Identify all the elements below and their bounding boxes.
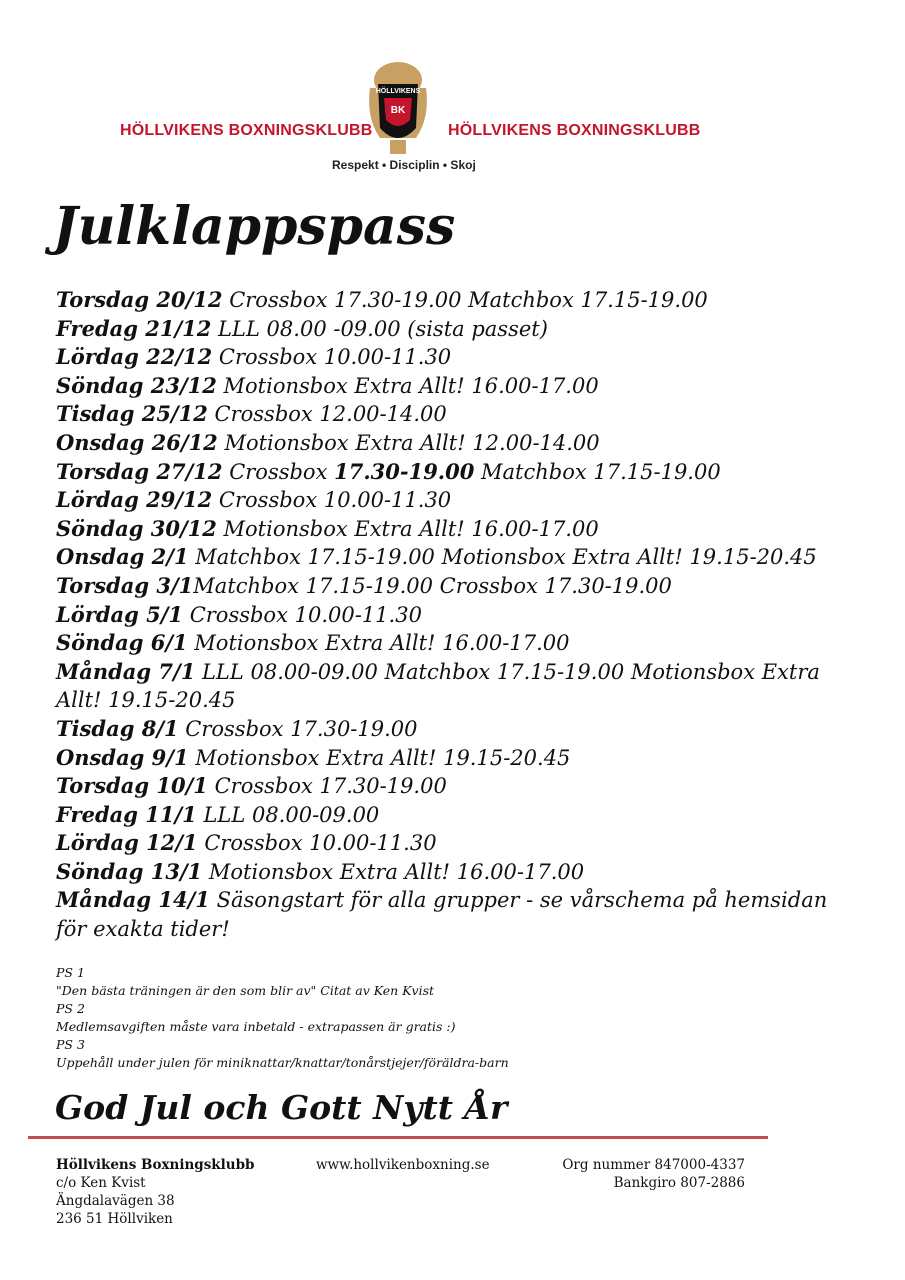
- schedule-activities: Crossbox 10.00-11.30: [212, 345, 452, 370]
- schedule-activities: Matchbox 17.15-19.00 Motionsbox Extra Allt! 19.15-20.45: [188, 545, 817, 570]
- schedule-activities: Crossbox 10.00-11.30: [212, 488, 452, 513]
- footer-address-line: c/o Ken Kvist: [56, 1175, 146, 1191]
- schedule-day: Söndag 13/1: [56, 858, 203, 884]
- schedule-item: [56, 315, 856, 344]
- footer-address: [56, 1156, 255, 1228]
- ps3-label: PS 3: [56, 1037, 85, 1052]
- footer-registration: [526, 1156, 745, 1192]
- club-name-left: HÖLLVIKENS BOXNINGSKLUBB: [120, 122, 373, 139]
- ps2-text: Medlemsavgiften måste vara inbetald - extrapassen är gratis :): [56, 1019, 456, 1034]
- schedule-day: Lördag 22/12: [56, 344, 213, 370]
- schedule-day: Fredag 21/12: [56, 315, 212, 341]
- schedule-item: [56, 343, 856, 372]
- schedule-item: [56, 886, 856, 943]
- schedule-day: Tisdag 8/1: [56, 715, 179, 741]
- schedule-item: [56, 458, 856, 487]
- schedule-day: Lördag 5/1: [56, 601, 184, 627]
- schedule-day: Söndag 6/1: [56, 630, 188, 656]
- logo-badge: BK: [390, 105, 406, 116]
- schedule-activities: Crossbox 10.00-11.30: [183, 602, 422, 627]
- schedule-day: Onsdag 9/1: [56, 744, 189, 770]
- footer-divider: [28, 1136, 768, 1139]
- schedule-activities: LLL 08.00-09.00: [196, 802, 380, 827]
- schedule-day: Tisdag 25/12: [56, 401, 208, 427]
- schedule-day: Lördag 29/12: [56, 487, 213, 513]
- schedule-item: [56, 829, 856, 858]
- schedule-activities: Crossbox 12.00-14.00: [207, 402, 447, 427]
- schedule-day: Söndag 23/12: [56, 372, 217, 398]
- schedule-item: [56, 572, 856, 601]
- schedule-item: [56, 400, 856, 429]
- letterhead: [0, 0, 905, 180]
- schedule-activities: Crossbox 17.30-19.00: [178, 716, 418, 741]
- schedule-day: Onsdag 2/1: [56, 544, 189, 570]
- ps-notes: [56, 964, 509, 1072]
- footer-address-line: Ängdalavägen 38: [56, 1193, 175, 1209]
- schedule-activities: Säsongstart för alla grupper - se vårschema på hemsidan för exakta tider!: [56, 888, 828, 942]
- schedule-activities: Crossbox 10.00-11.30: [197, 831, 437, 856]
- schedule-item: [56, 286, 856, 315]
- footer-address-line: 236 51 Höllviken: [56, 1211, 173, 1227]
- ps1-text: "Den bästa träningen är den som blir av" Citat av Ken Kvist: [56, 983, 435, 998]
- logo-text-top: HÖLLVIKENS: [375, 88, 421, 95]
- page-title: Julklappspass: [53, 196, 456, 257]
- schedule-activities: Motionsbox Extra Allt! 16.00-17.00: [216, 516, 599, 541]
- schedule-activities: Crossbox 17.30-19.00 Matchbox 17.15-19.00: [222, 288, 708, 312]
- schedule-day: Torsdag 27/12: [56, 458, 223, 484]
- schedule-day: Torsdag 20/12: [56, 287, 223, 312]
- schedule-activities: LLL 08.00-09.00 Matchbox 17.15-19.00 Motionsbox Extra Allt! 19.15-20.45: [56, 659, 820, 713]
- schedule-item: [56, 515, 856, 544]
- footer-org-number: Org nummer 847000-4337: [562, 1157, 745, 1173]
- footer-bankgiro: Bankgiro 807-2886: [613, 1175, 745, 1191]
- schedule-item: [56, 601, 856, 630]
- schedule-activities: Crossbox: [222, 459, 335, 484]
- footer-org-name: Höllvikens Boxningsklubb: [56, 1157, 255, 1173]
- schedule-item: [56, 858, 856, 887]
- schedule-activities: Motionsbox Extra Allt! 16.00-17.00: [216, 373, 599, 398]
- schedule-activities: Motionsbox Extra Allt! 16.00-17.00: [187, 631, 570, 656]
- schedule-item: [56, 629, 856, 658]
- schedule-activities: Motionsbox Extra Allt! 12.00-14.00: [217, 430, 600, 455]
- boxing-glove-logo: [360, 58, 436, 158]
- greeting: God Jul och Gott Nytt År: [55, 1088, 508, 1127]
- ps3-text: Uppehåll under julen för miniknattar/knattar/tonårstjejer/föräldra-barn: [56, 1055, 509, 1070]
- schedule-item: [56, 801, 856, 830]
- schedule-item: [56, 486, 856, 515]
- schedule-day: Söndag 30/12: [56, 515, 217, 541]
- schedule-activities: Matchbox 17.15-19.00 Crossbox 17.30-19.00: [193, 573, 672, 598]
- schedule-day: Fredag 11/1: [56, 801, 197, 827]
- schedule-day: Torsdag 3/1: [56, 572, 194, 598]
- schedule-item: [56, 658, 856, 715]
- schedule-day: Torsdag 10/1: [56, 773, 208, 799]
- schedule-day: Måndag 7/1: [56, 658, 196, 684]
- schedule-activities: LLL 08.00 -09.00 (sista passet): [211, 316, 548, 341]
- club-motto: Respekt • Disciplin • Skoj: [332, 158, 476, 172]
- ps1-label: PS 1: [56, 965, 85, 980]
- schedule-activities: Matchbox 17.15-19.00: [474, 459, 721, 484]
- schedule-activities: Motionsbox Extra Allt! 16.00-17.00: [202, 859, 585, 884]
- schedule-day: Onsdag 26/12: [56, 429, 218, 455]
- schedule-item: [56, 429, 856, 458]
- schedule-item: [56, 772, 856, 801]
- schedule-day: Lördag 12/1: [56, 830, 198, 856]
- schedule-activities: Crossbox 17.30-19.00: [207, 774, 447, 799]
- schedule-activities: Motionsbox Extra Allt! 19.15-20.45: [188, 745, 571, 770]
- schedule-item: [56, 744, 856, 773]
- schedule-emphasized-time: 17.30-19.00: [334, 458, 475, 484]
- footer-website[interactable]: www.hollvikenboxning.se: [316, 1157, 490, 1173]
- schedule-day: Måndag 14/1: [56, 887, 210, 913]
- schedule-list: [56, 286, 856, 944]
- ps2-label: PS 2: [56, 1001, 85, 1016]
- schedule-item: [56, 372, 856, 401]
- schedule-item: [56, 715, 856, 744]
- schedule-item: [56, 543, 856, 572]
- club-name-right: HÖLLVIKENS BOXNINGSKLUBB: [448, 122, 701, 139]
